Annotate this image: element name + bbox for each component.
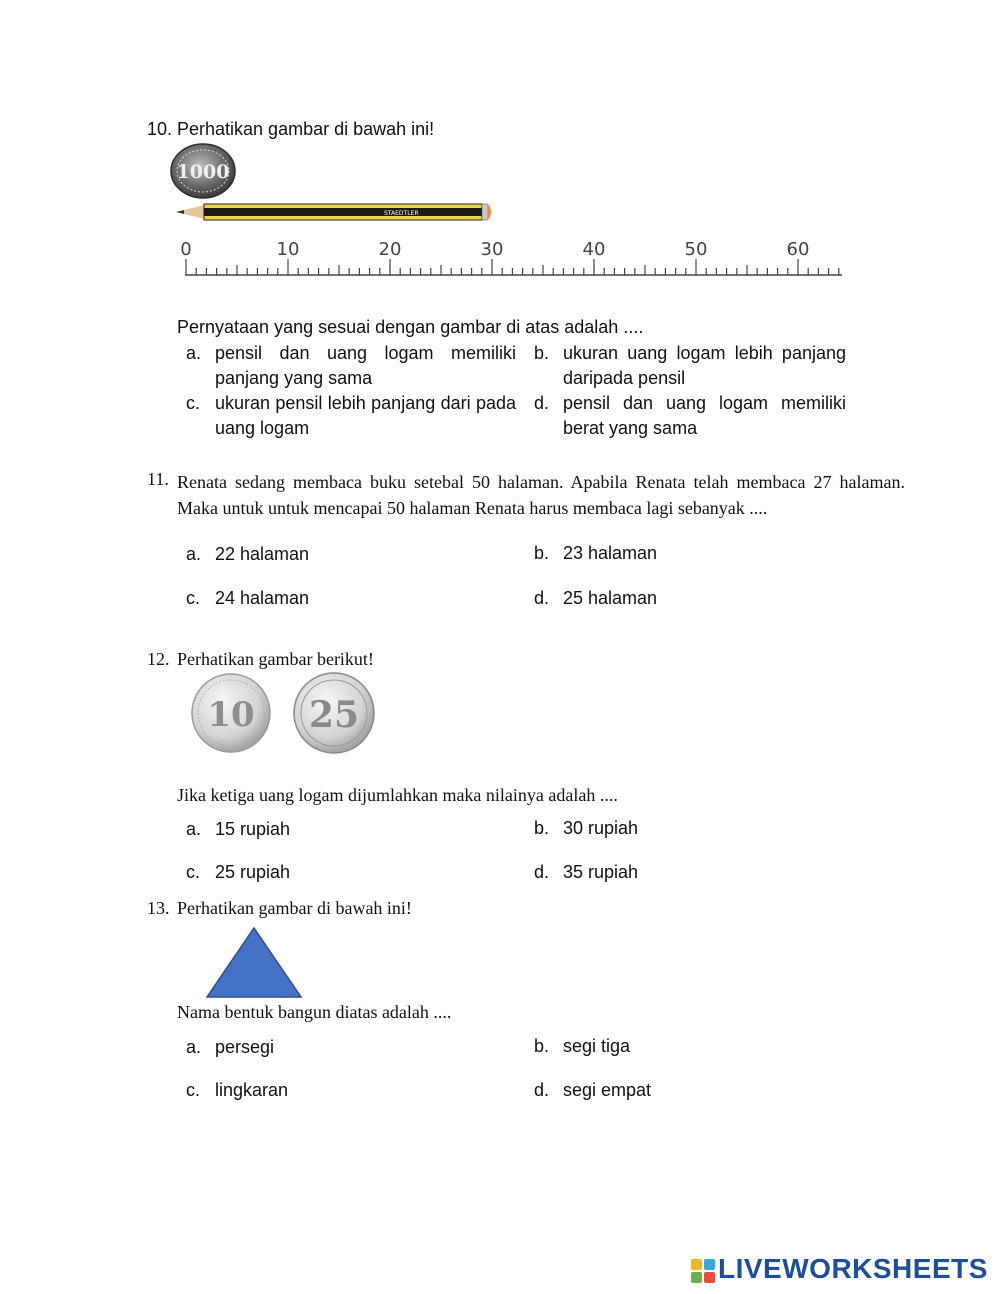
option-letter: b. [534,343,550,363]
option-letter: a. [186,544,202,564]
q10-option-a[interactable] [186,341,516,391]
option-text: ukuran pensil lebih panjang dari pada uang logam [215,393,516,438]
option-text: 35 rupiah [563,862,639,882]
q11-option-b[interactable] [534,541,834,566]
option-text: segi tiga [563,1036,631,1056]
triangle-icon [207,928,301,997]
liveworksheets-logo-icon [690,1258,716,1284]
option-letter: b. [534,818,550,838]
q12-option-a[interactable] [186,817,486,842]
q11-option-d[interactable] [534,586,834,611]
option-text: 22 halaman [215,544,310,564]
coin-1000-icon [171,144,235,198]
q13-option-d[interactable] [534,1078,834,1103]
ruler-labels [180,239,809,260]
coin-1000-label: 1000 [176,161,230,183]
q13-option-b[interactable] [534,1034,834,1059]
ruler [185,259,842,275]
q11-prompt: Renata sedang membaca buku setebal 50 halaman. Apabila Renata telah membaca 27 halaman. Maka untuk untuk mencapai 50 halaman Renata harus membaca lagi sebanyak .... [177,472,905,518]
q10-number: 10. [147,119,173,139]
pencil-label: STAEDTLER [384,210,419,217]
ruler-label: 40 [582,239,606,260]
option-letter: c. [186,393,201,413]
q10-statement: Pernyataan yang sesuai dengan gambar di atas adalah .... [177,317,644,337]
option-text: 30 rupiah [563,818,639,838]
option-text: 23 halaman [563,543,658,563]
q11-number: 11. [147,469,169,489]
ruler-label: 60 [786,239,810,260]
option-text: pensil dan uang logam memiliki panjang yang sama [215,343,516,388]
option-letter: b. [534,543,550,563]
q13-option-a[interactable] [186,1035,486,1060]
coin-25-icon [294,673,374,753]
pencil-icon [176,204,491,220]
q13-shape [204,926,304,1000]
q13-statement: Nama bentuk bangun diatas adalah .... [177,1002,452,1022]
option-text: 15 rupiah [215,819,291,839]
q12-number: 12. [147,649,170,669]
q12-statement: Jika ketiga uang logam dijumlahkan maka nilainya adalah .... [177,785,618,805]
option-letter: d. [534,862,550,882]
option-text: segi empat [563,1080,652,1100]
q13-number: 13. [147,898,170,918]
q11-option-c[interactable] [186,586,486,611]
q12-option-d[interactable] [534,860,834,885]
option-letter: d. [534,588,550,608]
q10-illustration [170,143,850,283]
option-letter: b. [534,1036,550,1056]
option-text: lingkaran [215,1080,289,1100]
q13-prompt: Perhatikan gambar di bawah ini! [177,898,412,918]
q10-option-c[interactable] [186,391,516,441]
q12-prompt: Perhatikan gambar berikut! [177,649,374,669]
option-text: 25 rupiah [215,862,291,882]
q10-option-b[interactable] [534,341,846,391]
option-text: ukuran uang logam lebih panjang daripada pensil [563,343,846,388]
option-text: 24 halaman [215,588,310,608]
q11-option-a[interactable] [186,542,486,567]
ruler-label: 30 [480,239,504,260]
coin-10-icon [192,674,270,752]
option-text: pensil dan uang logam memiliki berat yang sama [563,393,846,438]
q10-option-d[interactable] [534,391,846,441]
q12-option-b[interactable] [534,816,834,841]
ruler-label: 0 [180,239,192,260]
ruler-label: 20 [378,239,402,260]
ruler-label: 50 [684,239,708,260]
option-letter: a. [186,819,202,839]
q10-prompt: Perhatikan gambar di bawah ini! [177,119,435,139]
option-letter: d. [534,1080,550,1100]
liveworksheets-logo-text: LIVEWORKSHEETS [718,1253,988,1284]
coin-25-label: 25 [308,694,360,736]
option-text: persegi [215,1037,275,1057]
option-letter: a. [186,1037,202,1057]
option-text: 25 halaman [563,588,658,608]
option-letter: c. [186,862,201,882]
q12-option-c[interactable] [186,860,486,885]
option-letter: d. [534,393,550,413]
coin-10-label: 10 [207,695,255,735]
ruler-label: 10 [276,239,300,260]
q12-coins [186,672,381,756]
liveworksheets-logo[interactable] [690,1252,990,1288]
q13-option-c[interactable] [186,1078,486,1103]
option-letter: c. [186,1080,201,1100]
option-letter: c. [186,588,201,608]
option-letter: a. [186,343,202,363]
